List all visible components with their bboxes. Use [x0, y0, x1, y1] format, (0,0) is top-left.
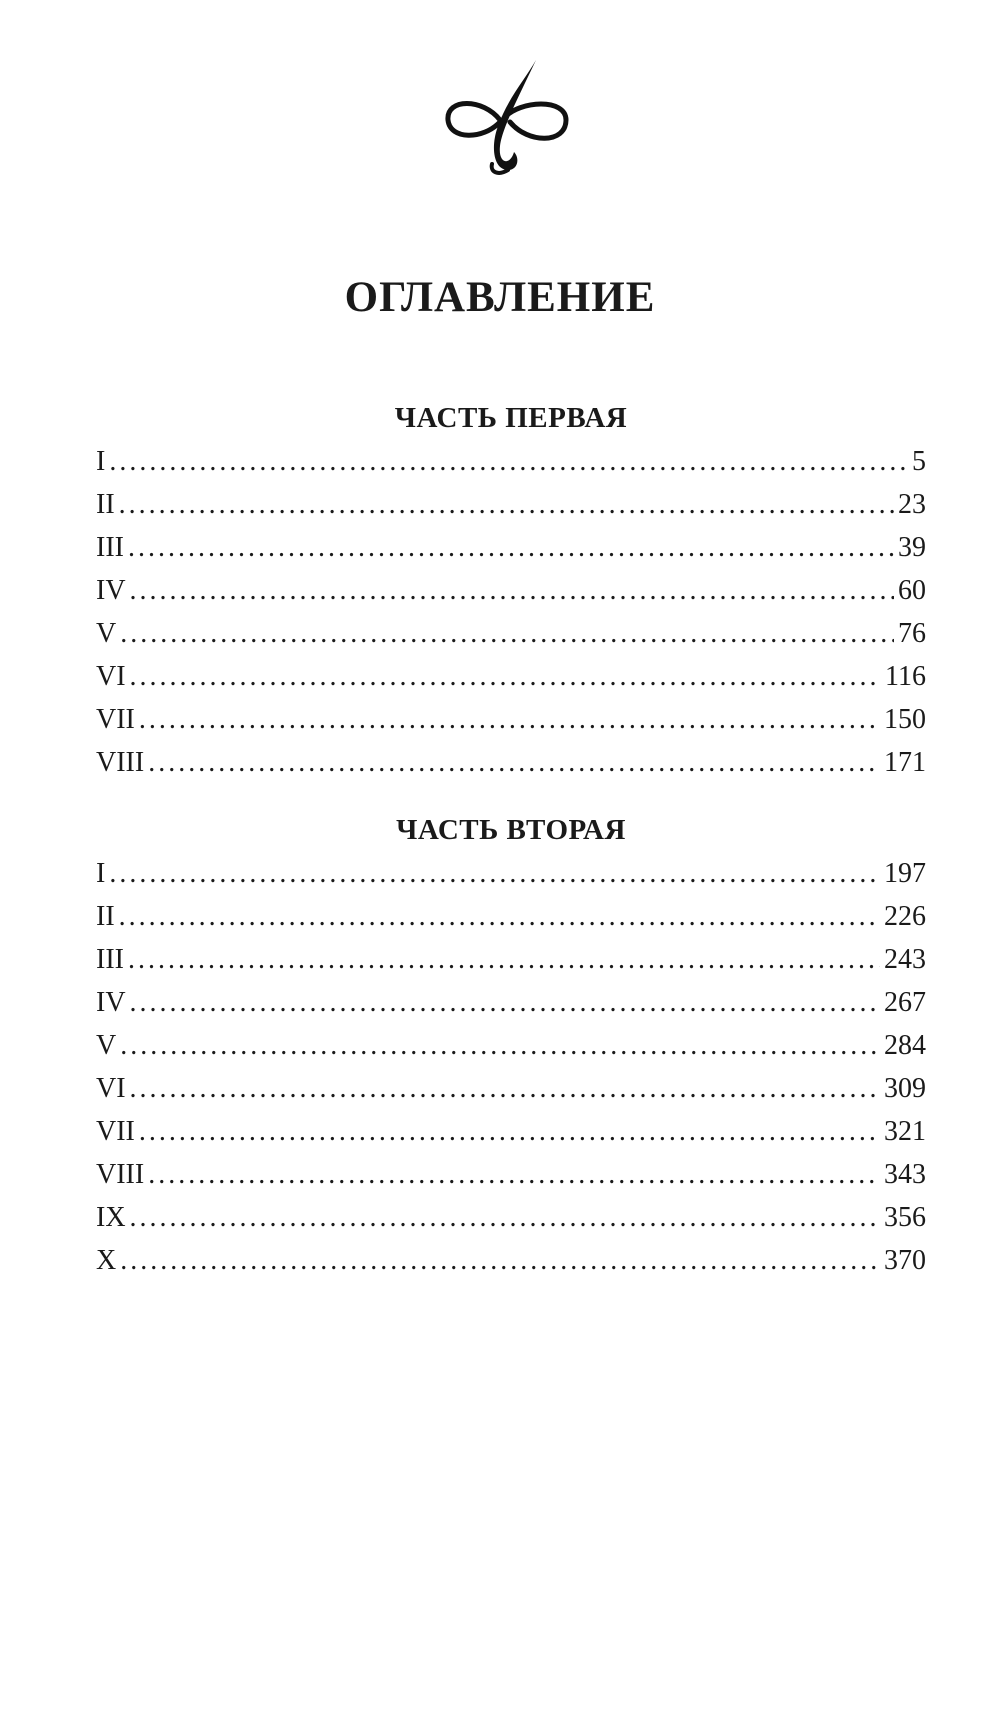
page-number: 309: [884, 1073, 926, 1104]
toc-row: [96, 1067, 926, 1110]
page-number: 284: [884, 1030, 926, 1061]
toc-part-1: [96, 396, 926, 784]
page-number: 171: [884, 747, 926, 778]
toc-row: [96, 895, 926, 938]
toc-row: [96, 1153, 926, 1196]
chapter-number: II: [96, 489, 115, 520]
toc-row: [96, 612, 926, 655]
dot-leader: [148, 1153, 880, 1196]
dot-leader: [109, 440, 908, 483]
dot-leader: [130, 1067, 880, 1110]
page-number: 76: [898, 618, 926, 649]
toc-row: [96, 483, 926, 526]
chapter-number: VI: [96, 1073, 126, 1104]
chapter-number: VII: [96, 1116, 135, 1147]
page-number: 226: [884, 901, 926, 932]
chapter-number: IX: [96, 1202, 126, 1233]
toc-row: [96, 526, 926, 569]
chapter-number: VII: [96, 704, 135, 735]
chapter-number: I: [96, 446, 106, 477]
toc-row: [96, 1110, 926, 1153]
dot-leader: [130, 1196, 880, 1239]
page-number: 343: [884, 1159, 926, 1190]
dot-leader: [139, 698, 880, 741]
dot-leader: [120, 612, 894, 655]
toc-row: [96, 1024, 926, 1067]
dot-leader: [139, 1110, 880, 1153]
toc-row: [96, 698, 926, 741]
page-number: 356: [884, 1202, 926, 1233]
page-title: ОГЛАВЛЕНИЕ: [344, 274, 656, 321]
page-number: 5: [912, 446, 926, 477]
dot-leader: [109, 852, 880, 895]
dot-leader: [130, 569, 894, 612]
chapter-number: VIII: [96, 747, 145, 778]
part-heading: ЧАСТЬ ВТОРАЯ: [396, 814, 626, 846]
toc-row: [96, 1239, 926, 1282]
dot-leader: [119, 483, 894, 526]
toc-row: [96, 1196, 926, 1239]
chapter-number: III: [96, 944, 124, 975]
chapter-number: V: [96, 1030, 117, 1061]
page-number: 370: [884, 1245, 926, 1276]
chapter-number: X: [96, 1245, 117, 1276]
chapter-number: IV: [96, 575, 126, 606]
chapter-number: III: [96, 532, 124, 563]
toc-row: [96, 569, 926, 612]
dot-leader: [128, 938, 880, 981]
page-number: 60: [898, 575, 926, 606]
toc-row: [96, 938, 926, 981]
page-number: 267: [884, 987, 926, 1018]
dot-leader: [120, 1024, 880, 1067]
chapter-number: II: [96, 901, 115, 932]
chapter-number: V: [96, 618, 117, 649]
page-number: 321: [884, 1116, 926, 1147]
calligraphic-flourish-icon: [438, 58, 578, 188]
toc-row: [96, 741, 926, 784]
page-number: 197: [884, 858, 926, 889]
toc-row: [96, 852, 926, 895]
chapter-number: VI: [96, 661, 126, 692]
page-number: 39: [898, 532, 926, 563]
dot-leader: [148, 741, 880, 784]
toc-part-2: [96, 808, 926, 1282]
toc-row: [96, 440, 926, 483]
page-number: 116: [885, 661, 926, 692]
dot-leader: [119, 895, 880, 938]
page-number: 243: [884, 944, 926, 975]
dot-leader: [130, 655, 881, 698]
page-number: 23: [898, 489, 926, 520]
toc-row: [96, 655, 926, 698]
chapter-number: I: [96, 858, 106, 889]
dot-leader: [128, 526, 894, 569]
chapter-number: IV: [96, 987, 126, 1018]
toc-row: [96, 981, 926, 1024]
page-number: 150: [884, 704, 926, 735]
part-heading: ЧАСТЬ ПЕРВАЯ: [394, 402, 628, 434]
chapter-number: VIII: [96, 1159, 145, 1190]
dot-leader: [130, 981, 880, 1024]
dot-leader: [120, 1239, 880, 1282]
